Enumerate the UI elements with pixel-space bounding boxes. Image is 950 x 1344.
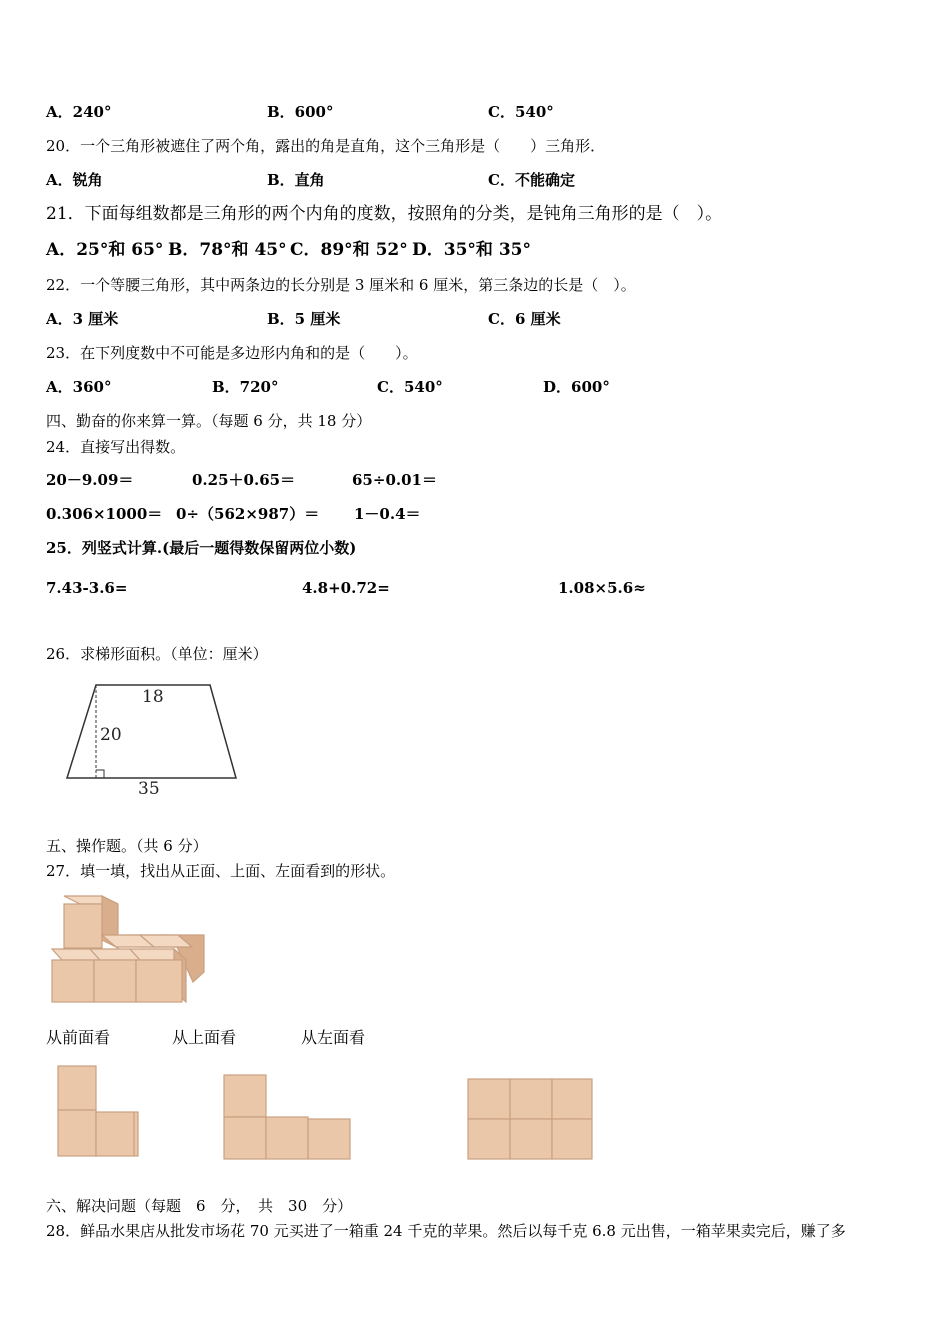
q23-option-d: D．600° [543,378,610,396]
q23-option-a: A．360° [46,378,112,396]
section-5-heading: 五、操作题。（共 6 分） [46,837,208,855]
q19-option-c: C．540° [488,103,554,121]
cube-stack-figure [44,892,214,1010]
q24-item: 1－0.4＝ [354,505,421,523]
q21-option-b: B．78°和 45° [168,240,287,260]
q28-question: 28．鲜品水果店从批发市场花 70 元买进了一箱重 24 千克的苹果。然后以每千克 6.8 元出售，一箱苹果卖完后，赚了多 [46,1222,846,1240]
q24-item: 0.25＋0.65＝ [192,471,296,489]
q24-question: 24．直接写出得数。 [46,438,186,456]
section-4-heading: 四、勤奋的你来算一算。（每题 6 分，共 18 分） [46,412,372,430]
q23-question: 23．在下列度数中不可能是多边形内角和的是（ ）。 [46,344,418,362]
trapezoid-figure [60,676,250,804]
q22-option-b: B．5 厘米 [267,310,341,328]
q22-option-a: A．3 厘米 [46,310,119,328]
q24-item: 65÷0.01＝ [352,471,437,489]
q22-question: 22．一个等腰三角形，其中两条边的长分别是 3 厘米和 6 厘米，第三条边的长是（ ）。 [46,276,636,294]
q23-option-c: C．540° [377,378,443,396]
view-label-left: 从左面看 [301,1028,366,1047]
q22-option-c: C．6 厘米 [488,310,561,328]
q23-option-b: B．720° [212,378,279,396]
view-shape-front [54,1062,144,1162]
q21-option-c: C．89°和 52° [290,240,408,260]
q25-question: 25．列竖式计算.(最后一题得数保留两位小数) [46,539,357,557]
right-angle-mark [96,770,104,778]
q25-item: 1.08×5.6≈ [558,579,646,597]
q24-item: 0÷（562×987）＝ [176,505,320,523]
view-label-top: 从上面看 [172,1028,237,1047]
view-shape-left [464,1076,598,1164]
q20-question: 20．一个三角形被遮住了两个角，露出的角是直角，这个三角形是（ ）三角形． [46,137,606,155]
q20-option-a: A．锐角 [46,171,103,189]
q21-question: 21．下面每组数都是三角形的两个内角的度数，按照角的分类，是钝角三角形的是（ ）。 [46,204,723,224]
q19-option-b: B．600° [267,103,334,121]
trapezoid-bottom-label: 35 [138,779,160,799]
q24-item: 0.306×1000＝ [46,505,163,523]
trapezoid-top-label: 18 [142,687,164,707]
q21-option-a: A．25°和 65° [46,240,164,260]
q20-option-b: B．直角 [267,171,325,189]
q20-option-c: C．不能确定 [488,171,575,189]
trapezoid-height-label: 20 [100,725,122,745]
q19-option-a: A．240° [46,103,112,121]
q21-option-d: D．35°和 35° [412,240,531,260]
q25-item: 7.43-3.6= [46,579,128,597]
q24-item: 20－9.09＝ [46,471,134,489]
view-label-front: 从前面看 [46,1028,111,1047]
q25-item: 4.8+0.72= [302,579,390,597]
q26-question: 26．求梯形面积。（单位：厘米） [46,645,268,663]
view-shape-top [220,1072,356,1164]
section-6-heading: 六、解决问题（每题 6 分， 共 30 分） [46,1197,353,1215]
q27-question: 27．填一填，找出从正面、上面、左面看到的形状。 [46,862,396,880]
